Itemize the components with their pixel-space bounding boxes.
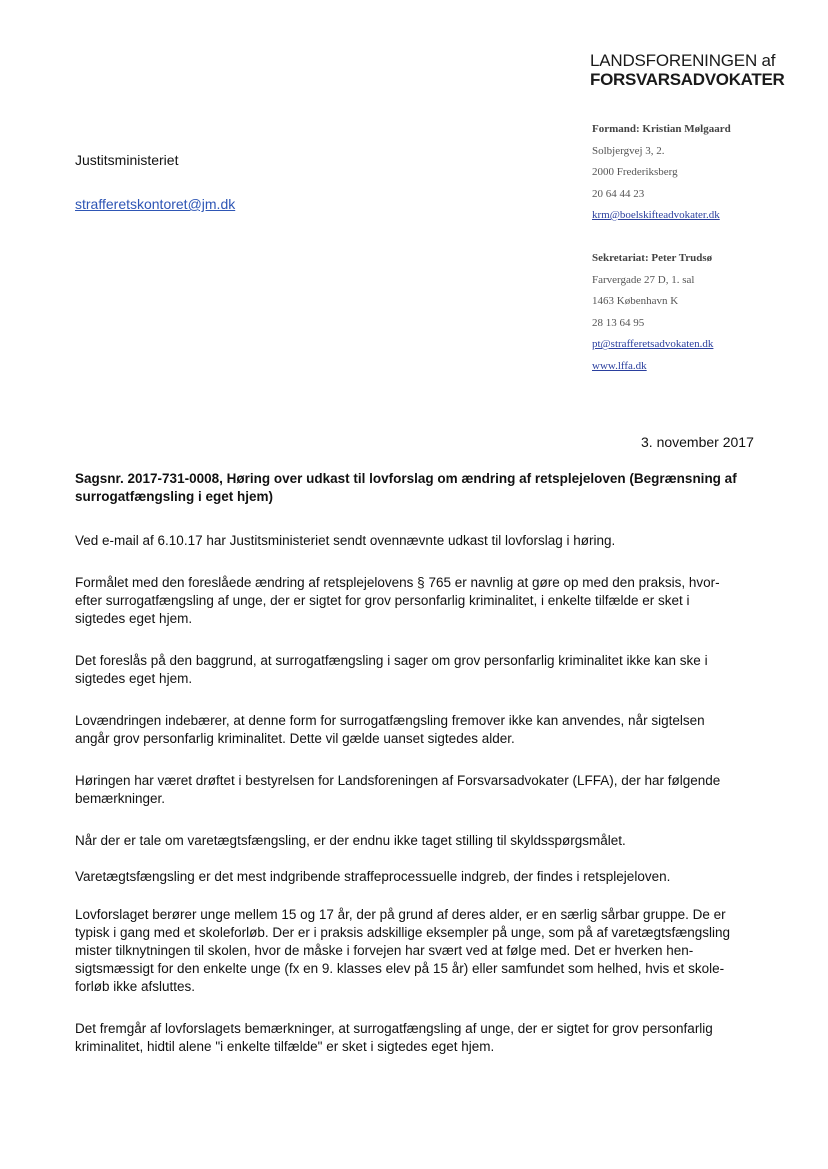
subject-line: surrogatfængsling i eget hjem): [75, 489, 274, 504]
paragraph-line: Høringen har været drøftet i bestyrelsen for Landsforeningen af Forsvarsadvokater (LFFA), der har følgende: [75, 773, 721, 788]
paragraph: [75, 868, 757, 886]
chairman-contact: [592, 119, 731, 227]
chairman-phone: 20 64 44 23: [592, 187, 645, 200]
subject-line: Sagsnr. 2017-731-0008, Høring over udkast til lovforslag om ændring af retsplejeloven (Begrænsning af: [75, 471, 737, 486]
chairman-heading: Formand: Kristian Mølgaard: [592, 123, 731, 135]
secretariat-phone: 28 13 64 95: [592, 316, 645, 329]
chairman-email-link[interactable]: krm@boelskifteadvokater.dk: [592, 209, 720, 221]
paragraph-line: forløb ikke afsluttes.: [75, 979, 196, 994]
letter-date: 3. november 2017: [641, 434, 754, 450]
paragraph: [75, 906, 757, 996]
letterhead-logo: [590, 52, 810, 89]
secretariat-address-2: 1463 København K: [592, 295, 679, 307]
paragraph-line: angår grov personfarlig kriminalitet. Dette vil gælde uanset sigtedes alder.: [75, 731, 515, 746]
paragraph: [75, 832, 757, 850]
letter-body: [75, 470, 757, 1056]
paragraph-line: Lovforslaget berører unge mellem 15 og 17 år, der på grund af deres alder, er en særlig sårbar gruppe. De er: [75, 907, 726, 922]
paragraph: [75, 532, 757, 550]
secretariat-web-link[interactable]: www.lffa.dk: [592, 359, 647, 372]
paragraph-line: efter surrogatfængsling af unge, der er sigtet for grov personfarlig kriminalitet, i enkelte tilfælde er sket i: [75, 593, 690, 608]
paragraph-line: Det foreslås på den baggrund, at surrogatfængsling i sager om grov personfarlig kriminalitet ikke kan ske i: [75, 653, 708, 668]
paragraph-line: sigtsmæssigt for den enkelte unge (fx en 9. klasses elev på 15 år) eller samfundet som helhed, hvis et skole-: [75, 961, 725, 976]
logo-line-2: FORSVARSADVOKATER: [590, 70, 785, 89]
paragraph-line: Når der er tale om varetægtsfængsling, er der endnu ikke taget stilling til skyldsspørgsmålet.: [75, 833, 626, 848]
paragraph-line: mister tilknytningen til skolen, hvor de måske i forvejen har svært ved at følge med. Det er hverken hen-: [75, 943, 694, 958]
paragraph-line: sigtedes eget hjem.: [75, 611, 193, 626]
paragraph-line: sigtedes eget hjem.: [75, 671, 193, 686]
paragraph-list: [75, 532, 757, 1056]
paragraph-line: typisk i gang med et skoleforløb. Der er i praksis adskillige eksempler på unge, som på af varetægtsfængsling: [75, 925, 731, 940]
secretariat-contact: [592, 248, 713, 377]
paragraph-line: Det fremgår af lovforslagets bemærkninger, at surrogatfængsling af unge, der er sigtet for grov personfarlig: [75, 1021, 713, 1036]
paragraph-line: Varetægtsfængsling er det mest indgribende straffeprocessuelle indgreb, der findes i retsplejeloven.: [75, 869, 671, 884]
logo-line-1: LANDSFORENINGEN af: [590, 51, 776, 70]
paragraph: [75, 1020, 757, 1056]
paragraph-line: Formålet med den foreslåede ændring af retsplejelovens § 765 er navnlig at gøre op med den praksis, hvor-: [75, 575, 720, 590]
paragraph: [75, 712, 757, 748]
secretariat-address-1: Farvergade 27 D, 1. sal: [592, 273, 695, 286]
subject-heading: [75, 470, 757, 506]
secretariat-heading: Sekretariat: Peter Trudsø: [592, 252, 713, 264]
paragraph-line: Ved e-mail af 6.10.17 har Justitsministeriet sendt ovennævnte udkast til lovforslag i høring.: [75, 533, 616, 548]
paragraph-line: bemærkninger.: [75, 791, 166, 806]
paragraph: [75, 574, 757, 628]
paragraph-line: kriminalitet, hidtil alene "i enkelte tilfælde" er sket i sigtedes eget hjem.: [75, 1039, 495, 1054]
recipient-name: Justitsministeriet: [75, 152, 179, 168]
secretariat-email-link[interactable]: pt@strafferetsadvokaten.dk: [592, 338, 714, 350]
chairman-address-1: Solbjergvej 3, 2.: [592, 144, 665, 157]
paragraph: [75, 652, 757, 688]
paragraph-line: Lovændringen indebærer, at denne form for surrogatfængsling fremover ikke kan anvendes, når sigtelsen: [75, 713, 705, 728]
paragraph: [75, 772, 757, 808]
recipient-email-link[interactable]: strafferetskontoret@jm.dk: [75, 196, 236, 212]
chairman-address-2: 2000 Frederiksberg: [592, 166, 678, 178]
